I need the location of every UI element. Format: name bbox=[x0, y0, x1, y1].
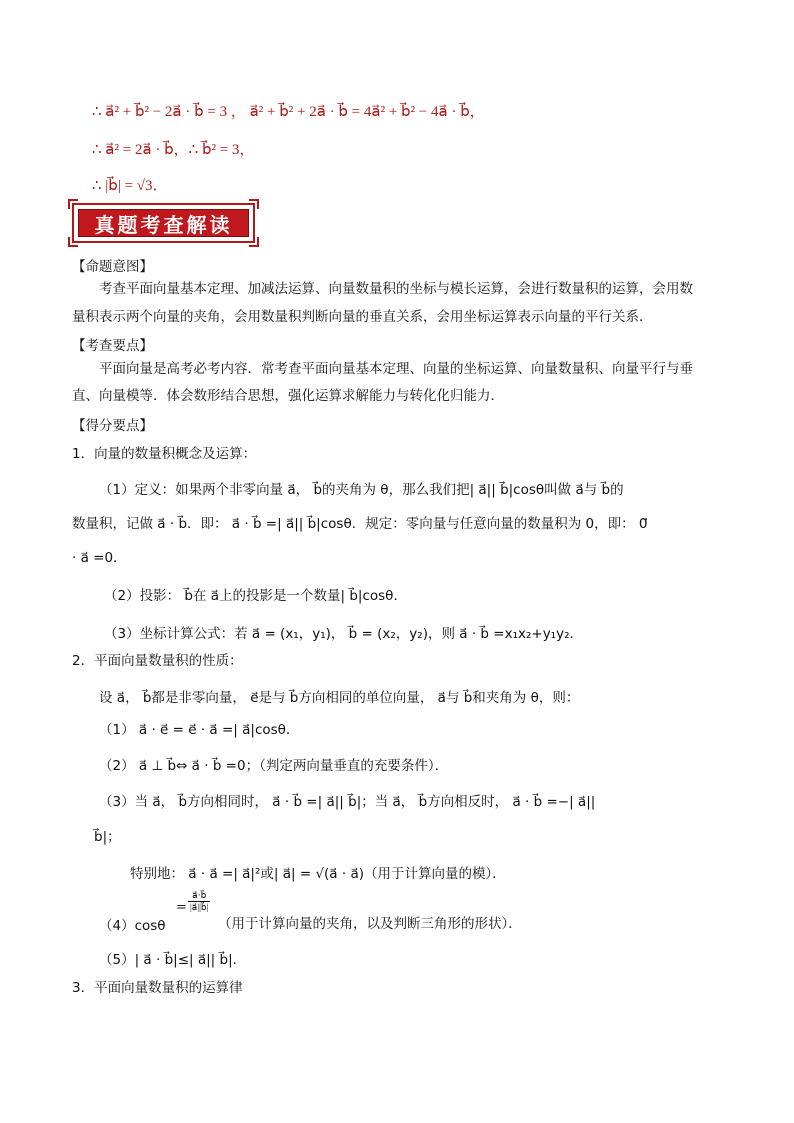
property-4-fraction bbox=[188, 890, 210, 913]
points-line-1: 平面向量是高考必考内容．常考查平面向量基本定理、向量的坐标运算、向量数量积、向量平行与垂 bbox=[99, 361, 693, 377]
property-2: （2） a⃗ ⊥ b⃗⇔ a⃗ · b⃗ =0；（判定两向量垂直的充要条件）． bbox=[99, 758, 449, 774]
heading-2: 2．平面向量数量积的性质： bbox=[72, 653, 243, 669]
property-4-text: （用于计算向量的夹角，以及判断三角形的形状）． bbox=[218, 916, 522, 932]
intent-header: 【命题意图】 bbox=[72, 259, 153, 275]
coordinate-formula-line: （3）坐标计算公式：若 a⃗ = (x₁，y₁)， b⃗ = (x₂，y₂)，则 a⃗ · b⃗ =x₁x₂+y₁y₂． bbox=[104, 626, 583, 642]
fraction-denominator: |a⃗||b⃗| bbox=[190, 902, 209, 912]
heading-3: 3．平面向量数量积的运算律 bbox=[72, 980, 243, 996]
definition-line-2: 数量积，记做 a⃗ · b⃗．即： a⃗ · b⃗ =| a⃗|| b⃗|cosθ．规定：零向量与任意向量的数量积为 0，即： 0⃗ bbox=[72, 516, 648, 532]
points-line-2: 直、向量模等．体会数形结合思想，强化运算求解能力与转化化归能力． bbox=[72, 388, 504, 404]
fraction-numerator: a⃗·b⃗ bbox=[188, 890, 210, 902]
properties-intro: 设 a⃗， b⃗都是非零向量， e⃗是与 b⃗方向相同的单位向量， a⃗与 b⃗和夹角为 θ，则： bbox=[99, 690, 580, 706]
section-banner bbox=[72, 203, 255, 243]
score-header: 【得分要点】 bbox=[72, 418, 153, 434]
definition-line-3: · a⃗ =0． bbox=[72, 550, 127, 566]
proof-line-3: ∴ |b⃗| = √3． bbox=[92, 178, 168, 194]
intent-line-1: 考查平面向量基本定理、加减法运算、向量数量积的坐标与模长运算，会进行数量积的运算，会用数 bbox=[99, 281, 693, 297]
projection-line: （2）投影： b⃗在 a⃗上的投影是一个数量| b⃗|cosθ． bbox=[104, 588, 407, 604]
property-1: （1） a⃗ · e⃗ = e⃗ · a⃗ =| a⃗|cosθ． bbox=[99, 722, 300, 738]
heading-1: 1．向量的数量积概念及运算： bbox=[72, 446, 257, 462]
property-3-line-2: b⃗|； bbox=[94, 829, 121, 845]
intent-line-2: 量积表示两个向量的夹角，会用数量积判断向量的垂直关系，会用坐标运算表示向量的平行关系． bbox=[72, 309, 653, 325]
property-3-line-1: （3）当 a⃗， b⃗方向相同时， a⃗ · b⃗ =| a⃗|| b⃗|；当 a⃗， b⃗方向相反时， a⃗ · b⃗ =−| a⃗|| bbox=[99, 794, 596, 810]
property-4-label: （4）cosθ bbox=[99, 918, 166, 934]
points-header: 【考查要点】 bbox=[72, 338, 153, 354]
special-case-line: 特别地： a⃗ · a⃗ =| a⃗|²或| a⃗| = √(a⃗ · a⃗)（用于计算向量的模）． bbox=[130, 866, 506, 882]
proof-line-2: ∴ a⃗² = 2a⃗ · b⃗，∴ b⃗² = 3， bbox=[92, 142, 255, 158]
definition-line-1: （1）定义：如果两个非零向量 a⃗， b⃗的夹角为 θ，那么我们把| a⃗|| b⃗|cosθ叫做 a⃗与 b⃗的 bbox=[99, 482, 624, 498]
property-5: （5）| a⃗ · b⃗|≤| a⃗|| b⃗|． bbox=[99, 952, 247, 968]
proof-line-1: ∴ a⃗² + b⃗² − 2a⃗ · b⃗ = 3 ， a⃗² + b⃗² + 2a⃗ · b⃗ = 4a⃗² + b⃗² − 4a⃗ · b⃗， bbox=[92, 104, 485, 120]
banner-title: 真题考查解读 bbox=[94, 212, 233, 237]
